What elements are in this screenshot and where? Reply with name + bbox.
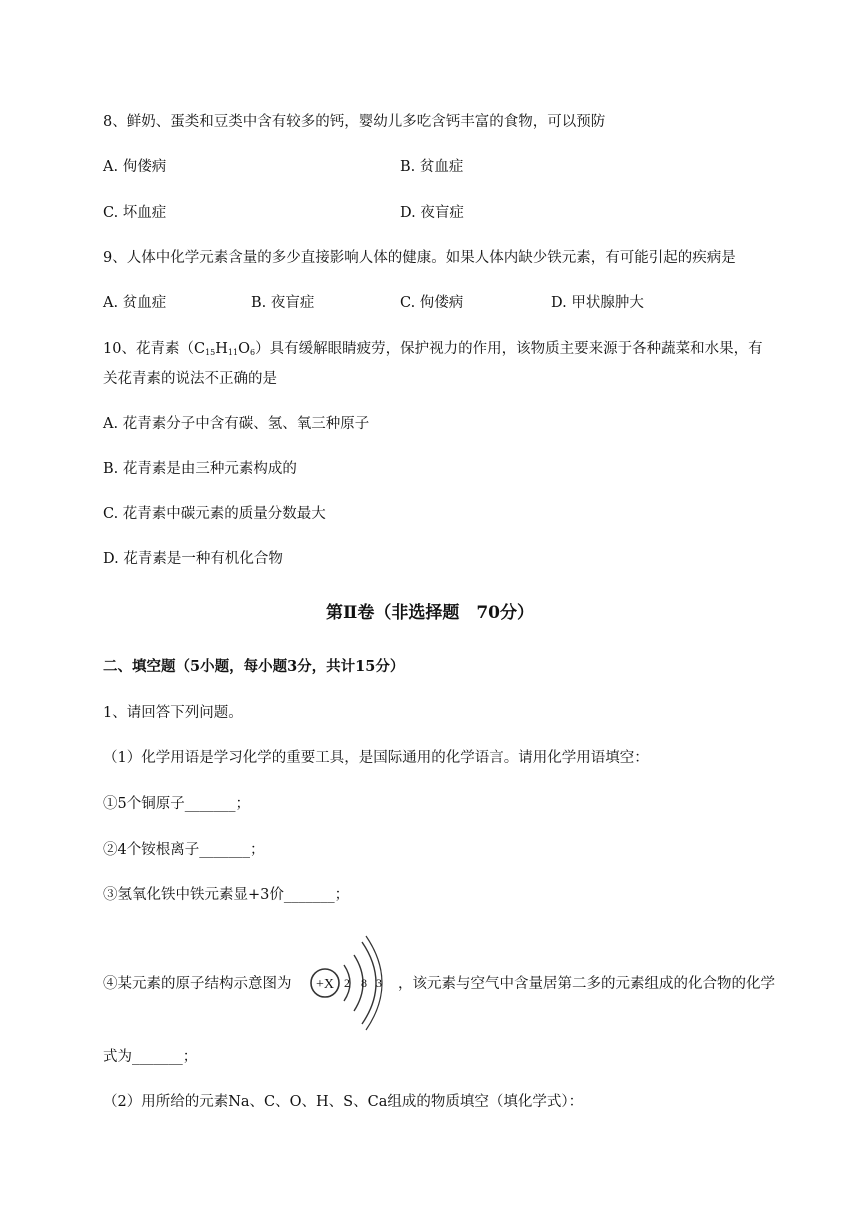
formula-c-sub: 15 [205, 348, 216, 357]
q10-option-b: B. 花青素是由三种元素构成的 [103, 461, 297, 477]
q8-option-b: B. 贫血症 [400, 159, 464, 175]
q10-stem-prefix: 10、花青素（ [103, 341, 194, 357]
q10-stem-line2: 关花青素的说法不正确的是 [103, 371, 277, 387]
s1-item3: ③氢氧化铁中铁元素显+3价_______； [103, 887, 350, 903]
s1-item1: ①5个铜原子_______； [103, 796, 250, 812]
q10-option-a: A. 花青素分子中含有碳、氢、氧三种原子 [103, 416, 370, 432]
q10-option-d: D. 花青素是一种有机化合物 [103, 551, 283, 567]
q9-stem: 9、人体中化学元素含量的多少直接影响人体的健康。如果人体内缺少铁元素，有可能引起的疾病是 [103, 250, 736, 266]
q8-option-a: A. 佝偻病 [103, 159, 167, 175]
s1-intro: 1、请回答下列问题。 [103, 705, 243, 721]
formula-o: O [238, 341, 250, 357]
formula-o-sub: 6 [249, 348, 256, 357]
section2-heading: 二、填空题（5小题，每小题3分，共计15分） [103, 658, 405, 675]
q9-option-a: A. 贫血症 [103, 295, 167, 311]
q8-option-d: D. 夜盲症 [400, 205, 464, 221]
q10-stem-suffix: ）具有缓解眼睛疲劳，保护视力的作用，该物质主要来源于各种蔬菜和水果，有 [255, 341, 763, 357]
q9-option-d: D. 甲状腺肿大 [551, 295, 644, 311]
shell2-electrons: 8 [361, 976, 367, 990]
q10-stem-line1 [103, 337, 763, 358]
s1-item2: ②4个铵根离子_______； [103, 842, 265, 858]
formula-h-sub: 11 [227, 348, 239, 357]
nucleus-label: +X [315, 977, 335, 992]
q10-option-c: C. 花青素中碳元素的质量分数最大 [103, 506, 326, 522]
part2-title: 第Ⅱ卷（非选择题 70分） [326, 603, 534, 623]
s1-item4-after: ，该元素与空气中含量居第二多的元素组成的化合物的化学 [398, 976, 775, 992]
s1-item4-before: ④某元素的原子结构示意图为 [103, 976, 292, 992]
atom-structure-diagram [306, 928, 398, 1038]
s1-item4-line2: 式为_______； [103, 1049, 198, 1065]
q8-stem: 8、鲜奶、蛋类和豆类中含有较多的钙，婴幼儿多吃含钙丰富的食物，可以预防 [103, 114, 606, 130]
shell1-electrons: 2 [344, 976, 350, 990]
q9-option-c: C. 佝偻病 [400, 295, 464, 311]
formula-c: C [193, 341, 206, 357]
shell3-electrons: 3 [376, 976, 382, 990]
q10-formula [194, 341, 255, 357]
q9-option-b: B. 夜盲症 [251, 295, 315, 311]
s1-part1: （1）化学用语是学习化学的重要工具，是国际通用的化学语言。请用化学用语填空： [103, 750, 649, 766]
q8-option-c: C. 坏血症 [103, 205, 167, 221]
s1-part2: （2）用所给的元素Na、C、O、H、S、Ca组成的物质填空（填化学式）： [103, 1094, 584, 1110]
formula-h: H [215, 341, 228, 357]
